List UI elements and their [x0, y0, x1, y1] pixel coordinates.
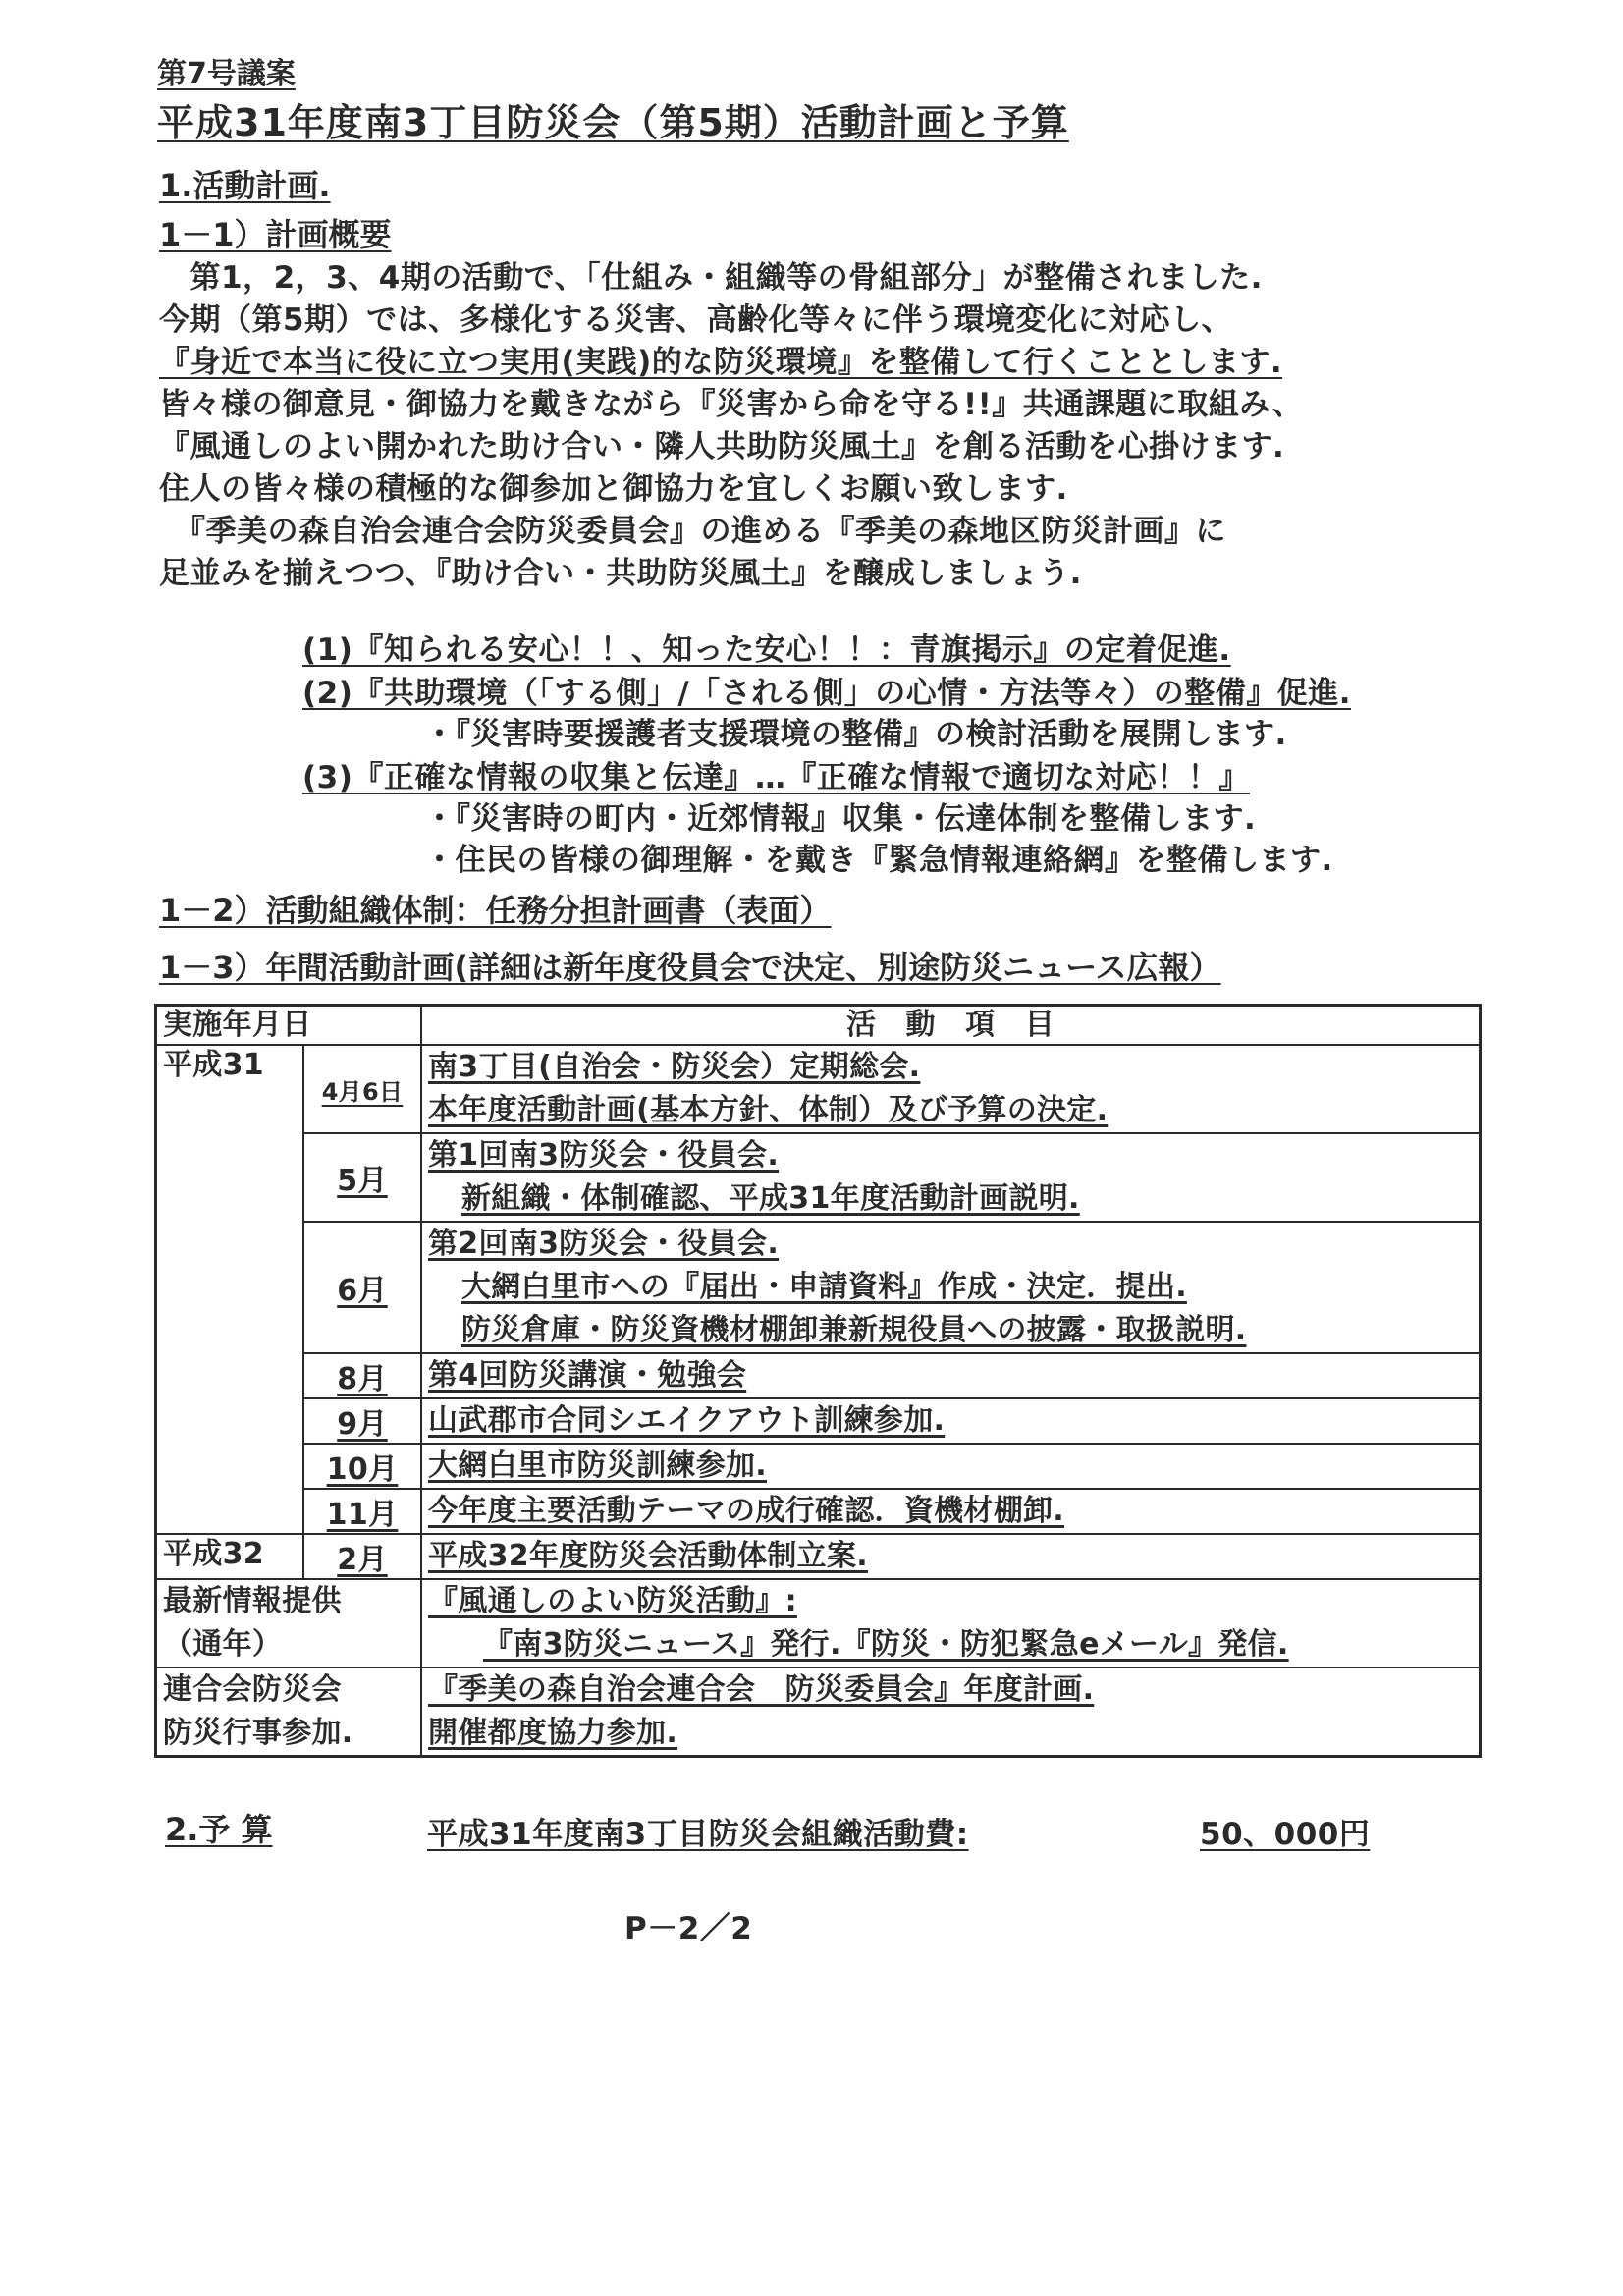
intro-paragraph: [159, 257, 1303, 595]
intro-line: 足並みを揃えつつ、『助け合い・共助防災風土』を醸成しましょう.: [159, 556, 1082, 591]
month-cell: 11月: [303, 1489, 421, 1534]
month-cell: 8月: [303, 1353, 421, 1398]
activity-line: 新組織・体制確認、平成31年度活動計画説明.: [461, 1181, 1080, 1216]
activity-cell: [421, 1353, 1481, 1398]
activity-line: 本年度活動計画(基本方針、体制）及び予算の決定.: [428, 1093, 1109, 1127]
activity-line: 第2回南3防災会・役員会.: [428, 1227, 780, 1261]
plan-item-1: (1)『知られる安心！！、知った安心！！：青旗掲示』の定着促進.: [302, 632, 1231, 668]
budget-description: 平成31年度南3丁目防災会組織活動費:: [427, 1817, 969, 1852]
intro-line: 第1，2，3、4期の活動で、「仕組み・組織等の骨組部分」が整備されました.: [159, 260, 1263, 296]
table-row: [156, 1579, 1481, 1667]
activity-line: 大網白里市防災訓練参加.: [428, 1449, 767, 1483]
table-row: [156, 1045, 1481, 1133]
activity-cell: [421, 1489, 1481, 1534]
activity-line: 大網白里市への『届出・申請資料』作成・決定．提出.: [461, 1270, 1187, 1304]
plan-item-3-detail-2: ・住民の皆様の御理解・を戴き『緊急情報連絡網』を整備します.: [424, 843, 1333, 878]
subsection-annual-plan: 1－3）年間活動計画(詳細は新年度役員会で決定、別途防災ニュース広報）: [159, 949, 1221, 986]
activity-line: 平成32年度防災会活動体制立案.: [428, 1539, 868, 1573]
year-cell: 平成32: [156, 1534, 304, 1579]
month-cell: 2月: [303, 1534, 421, 1579]
category-cell: 連合会防災会 防災行事参加.: [156, 1667, 422, 1757]
activity-line: 開催都度協力参加.: [428, 1716, 678, 1750]
section-budget: 2.予 算: [165, 1811, 273, 1848]
plan-item-2-detail: ・『災害時要援護者支援環境の整備』の検討活動を展開します.: [424, 717, 1287, 752]
activity-cell: [421, 1534, 1481, 1579]
intro-line: 住人の皆々様の積極的な御参加と御協力を宜しくお願い致します.: [159, 471, 1068, 507]
section-activity-plan: 1.活動計画.: [159, 167, 331, 204]
subsection-plan-overview: 1－1）計画概要: [159, 216, 392, 253]
plan-item-3: (3)『正確な情報の収集と伝達』…『正確な情報で適切な対応！！』: [302, 760, 1250, 795]
table-row: [156, 1133, 1481, 1222]
month-cell: 4月6日: [303, 1045, 421, 1133]
activity-line: 第1回南3防災会・役員会.: [428, 1138, 780, 1173]
activity-cell: [421, 1667, 1481, 1757]
annual-schedule-table: [154, 1004, 1482, 1758]
page-number: P－2／2: [624, 1911, 753, 1946]
intro-line: 皆々様の御意見・御協力を戴きながら『災害から命を守る!!』共通課題に取組み、: [159, 387, 1304, 422]
table-row: [156, 1667, 1481, 1757]
intro-line: 『季美の森自治会連合会防災委員会』の進める『季美の森地区防災計画』に: [159, 514, 1226, 549]
budget-amount: 50、000円: [1200, 1817, 1371, 1852]
activity-cell: [421, 1579, 1481, 1667]
month-cell: 5月: [303, 1133, 421, 1222]
activity-line: 『季美の森自治会連合会 防災委員会』年度計画.: [428, 1672, 1095, 1707]
activity-line: 『風通しのよい防災活動』:: [428, 1584, 797, 1618]
activity-line: 第4回防災講演・勉強会: [428, 1358, 747, 1393]
year-cell: 平成31: [156, 1045, 304, 1534]
subsection-organization: 1－2）活動組織体制：任務分担計画書（表面）: [159, 892, 832, 929]
activity-line: 南3丁目(自治会・防災会）定期総会.: [428, 1050, 921, 1084]
month-cell: 9月: [303, 1398, 421, 1444]
table-row: [156, 1489, 1481, 1534]
plan-item-2: (2)『共助環境（「する側」/「される側」の心情・方法等々）の整備』促進.: [302, 676, 1352, 711]
table-row: [156, 1534, 1481, 1579]
header-activity: 活 動 項 目: [421, 1006, 1481, 1046]
activity-cell: [421, 1222, 1481, 1353]
month-cell: 6月: [303, 1222, 421, 1353]
header-date: 実施年月日: [156, 1006, 422, 1046]
plan-item-3-detail-1: ・『災害時の町内・近郊情報』収集・伝達体制を整備します.: [424, 801, 1257, 837]
activity-cell: [421, 1045, 1481, 1133]
activity-cell: [421, 1398, 1481, 1444]
activity-line: 防災倉庫・防災資機材棚卸兼新規役員への披露・取扱説明.: [461, 1313, 1247, 1347]
month-cell: 10月: [303, 1444, 421, 1489]
activity-line: 今年度主要活動テーマの成行確認．資機材棚卸.: [428, 1494, 1064, 1528]
table-row: [156, 1353, 1481, 1398]
activity-cell: [421, 1133, 1481, 1222]
category-cell: 最新情報提供 （通年）: [156, 1579, 422, 1667]
intro-line: 今期（第5期）では、多様化する災害、高齢化等々に伴う環境変化に対応し、: [159, 302, 1233, 338]
table-row: [156, 1444, 1481, 1489]
intro-line: 『身近で本当に役に立つ実用(実践)的な防災環境』を整備して行くこととします.: [159, 345, 1283, 380]
table-header-row: [156, 1006, 1481, 1046]
activity-line: 『南3防災ニュース』発行.『防災・防犯緊急eメール』発信.: [483, 1627, 1289, 1662]
activity-cell: [421, 1444, 1481, 1489]
page-title: 平成31年度南3丁目防災会（第5期）活動計画と予算: [157, 101, 1069, 144]
activity-line: 山武郡市合同シエイクアウト訓練参加.: [428, 1403, 946, 1438]
intro-line: 『風通しのよい開かれた助け合い・隣人共助防災風土』を創る活動を心掛けます.: [159, 429, 1285, 465]
table-row: [156, 1222, 1481, 1353]
table-row: [156, 1398, 1481, 1444]
proposal-label: 第7号議案: [157, 57, 296, 91]
